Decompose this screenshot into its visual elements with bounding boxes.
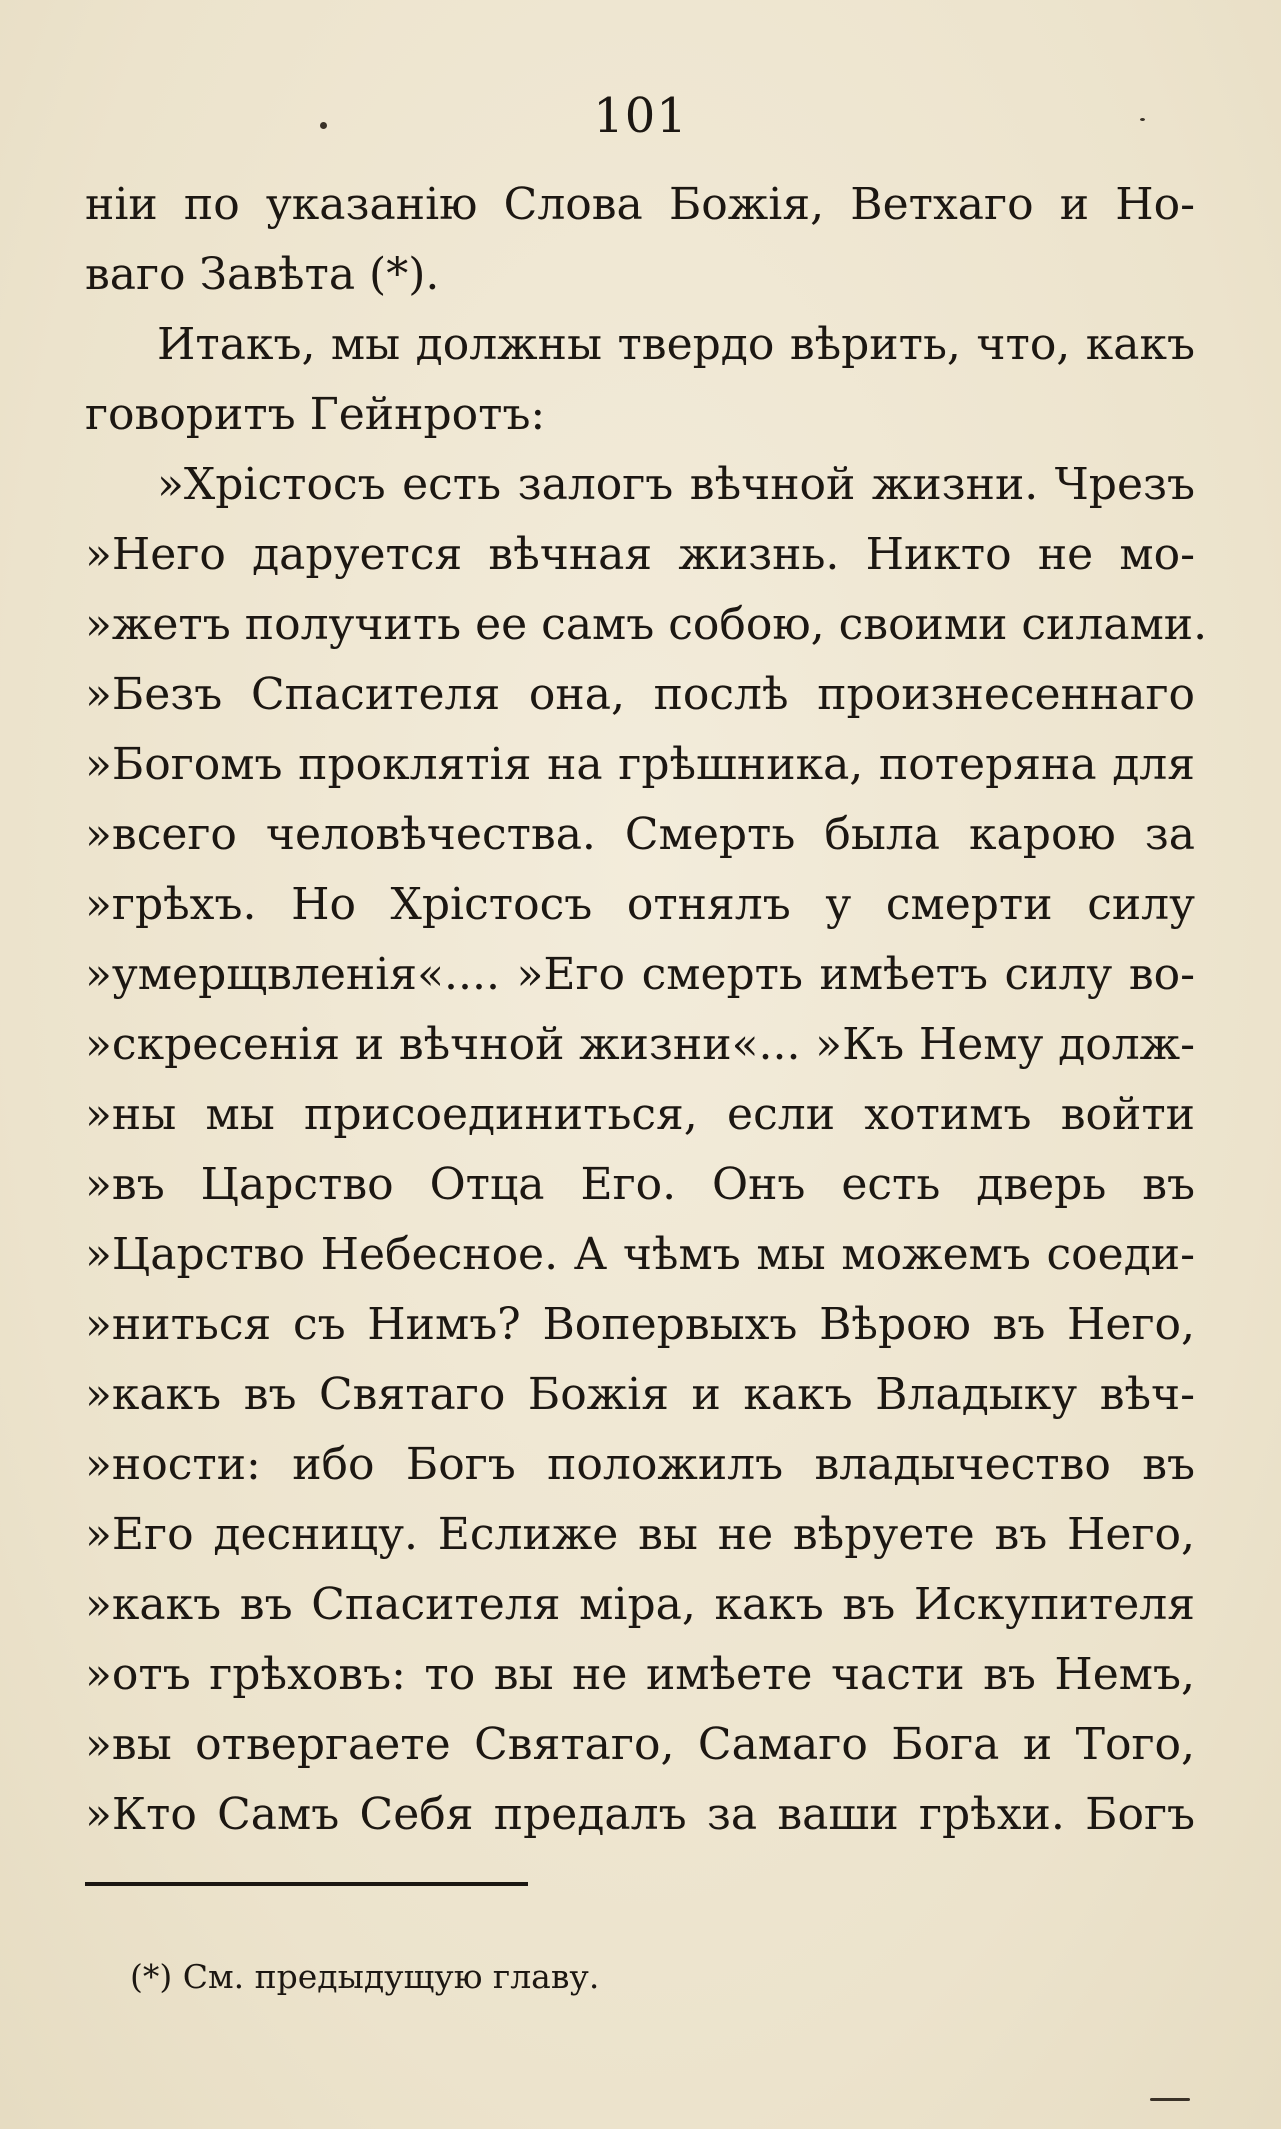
- footnote: (*) См. предыдущую главу.: [130, 1957, 600, 1996]
- text-line: »въ Царство Отца Его. Онъ есть дверь въ: [85, 1159, 1195, 1210]
- text-line: говоритъ Гейнротъ:: [85, 389, 546, 440]
- body-text: [85, 170, 1208, 1850]
- text-line: »ности: ибо Богъ положилъ владычество въ: [85, 1439, 1195, 1490]
- text-line: »какъ въ Спасителя міра, какъ въ Искупителя: [85, 1579, 1195, 1630]
- text-line: »Кто Самъ Себя предалъ за ваши грѣхи. Богъ: [85, 1789, 1195, 1840]
- print-speck: [1150, 2098, 1190, 2101]
- text-line: »ниться съ Нимъ? Вопервыхъ Вѣрою въ Него,: [85, 1299, 1195, 1350]
- text-line: ваго Завѣта (*).: [85, 249, 440, 300]
- text-line: »Безъ Спасителя она, послѣ произнесеннаго: [85, 669, 1195, 720]
- text-line: »какъ въ Святаго Божія и какъ Владыку вѣч-: [85, 1369, 1195, 1420]
- text-line: »вы отвергаете Святаго, Самаго Бога и Того,: [85, 1719, 1195, 1770]
- text-line: »Его десницу. Еслиже вы не вѣруете въ Него,: [85, 1509, 1195, 1560]
- text-line: »жетъ получить ее самъ собою, своими силами.: [85, 599, 1208, 650]
- text-line: »ны мы присоединиться, если хотимъ войти: [85, 1089, 1195, 1140]
- text-line: »отъ грѣховъ: то вы не имѣете части въ Немъ,: [85, 1649, 1195, 1700]
- text-line: »Царство Небесное. А чѣмъ мы можемъ соеди-: [85, 1229, 1195, 1280]
- text-line: »скресенія и вѣчной жизни«... »Къ Нему долж-: [85, 1019, 1195, 1070]
- text-line: ніи по указанію Слова Божія, Ветхаго и Но-: [85, 179, 1195, 230]
- text-line: »грѣхъ. Но Хрістосъ отнялъ у смерти силу: [85, 879, 1195, 930]
- text-line: »Хрістосъ есть залогъ вѣчной жизни. Чрезъ: [157, 459, 1195, 510]
- text-line: »всего человѣчества. Смерть была карою за: [85, 809, 1195, 860]
- text-line: »Богомъ проклятія на грѣшника, потеряна для: [85, 739, 1195, 790]
- page-number: 101: [593, 88, 688, 144]
- footnote-divider: [85, 1882, 528, 1886]
- text-line: »Него даруется вѣчная жизнь. Никто не мо-: [85, 529, 1195, 580]
- text-line: Итакъ, мы должны твердо вѣрить, что, какъ: [157, 319, 1195, 370]
- text-line: »умерщвленія«.... »Его смерть имѣетъ силу во-: [85, 949, 1195, 1000]
